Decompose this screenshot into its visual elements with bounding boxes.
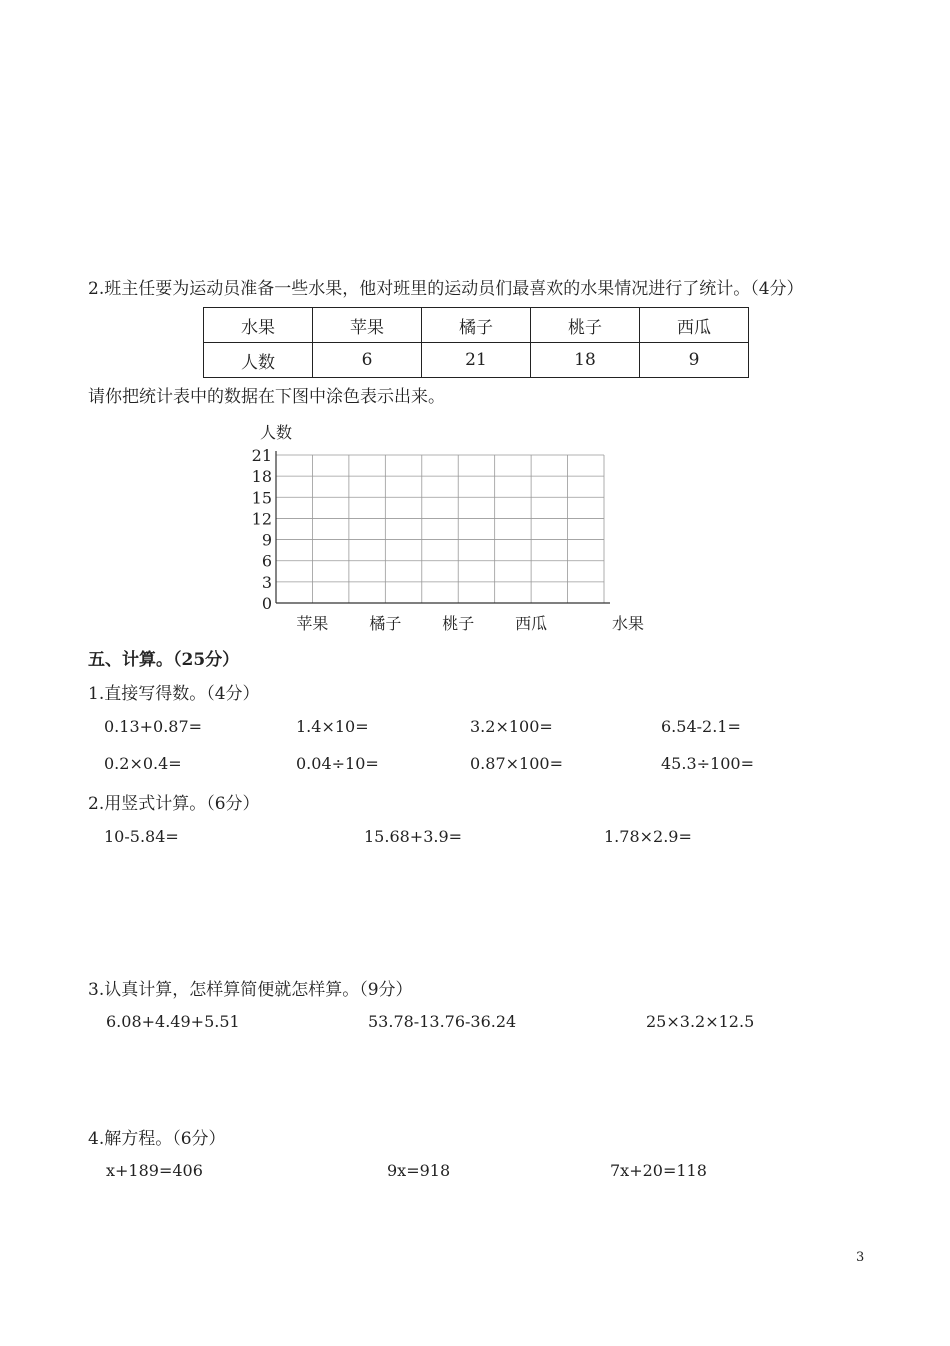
table-cell: 21	[422, 343, 531, 378]
x-category-label: 西瓜	[515, 614, 548, 633]
expression: 1.78×2.9=	[604, 827, 692, 846]
table-cell: 苹果	[313, 308, 422, 343]
section-5-heading: 五、计算。（25分）	[88, 650, 240, 670]
expression: 0.2×0.4=	[104, 754, 182, 773]
table-cell: 人数	[204, 343, 313, 378]
table-cell: 18	[531, 343, 640, 378]
y-tick-label: 12	[251, 509, 272, 529]
table-cell: 桃子	[531, 308, 640, 343]
x-category-label: 桃子	[442, 614, 475, 633]
table-cell: 6	[313, 343, 422, 378]
expression: 3.2×100=	[470, 717, 553, 736]
y-tick-label: 9	[261, 530, 272, 550]
question-2-title: 2.班主任要为运动员准备一些水果，他对班里的运动员们最喜欢的水果情况进行了统计。（4分）	[88, 279, 804, 299]
equation: x+189=406	[106, 1161, 203, 1180]
expression: 10-5.84=	[104, 827, 179, 846]
table-cell: 9	[640, 343, 749, 378]
table-row	[204, 308, 749, 343]
expression: 1.4×10=	[296, 717, 369, 736]
table-row	[204, 343, 749, 378]
expression: 0.04÷10=	[296, 754, 379, 773]
part-1-title: 1.直接写得数。（4分）	[88, 684, 260, 704]
expression: 25×3.2×12.5	[646, 1012, 755, 1031]
x-category-label: 苹果	[296, 614, 329, 633]
x-category-label: 橘子	[369, 614, 402, 633]
y-axis-label: 人数	[260, 423, 293, 442]
part-3-title: 3.认真计算，怎样算简便就怎样算。（9分）	[88, 980, 413, 1000]
y-tick-label: 0	[261, 594, 272, 613]
table-cell: 水果	[204, 308, 313, 343]
table-cell: 橘子	[422, 308, 531, 343]
equation: 9x=918	[387, 1161, 451, 1180]
expression: 6.08+4.49+5.51	[106, 1012, 240, 1031]
expression: 0.13+0.87=	[104, 717, 203, 736]
y-tick-label: 15	[251, 488, 272, 508]
expression: 6.54-2.1=	[661, 717, 741, 736]
statistics-table	[203, 307, 749, 378]
expression: 45.3÷100=	[661, 754, 754, 773]
chart-instruction: 请你把统计表中的数据在下图中涂色表示出来。	[88, 387, 445, 407]
expression: 15.68+3.9=	[364, 827, 463, 846]
part-4-title: 4.解方程。（6分）	[88, 1129, 226, 1149]
y-tick-label: 21	[251, 446, 272, 465]
part-2-title: 2.用竖式计算。（6分）	[88, 794, 260, 814]
y-tick-label: 3	[261, 572, 272, 592]
bar-chart-grid	[240, 415, 670, 640]
expression: 53.78-13.76-36.24	[368, 1012, 517, 1031]
expression: 0.87×100=	[470, 754, 563, 773]
page-number: 3	[856, 1250, 865, 1265]
x-axis-label: 水果	[612, 614, 645, 633]
equation: 7x+20=118	[610, 1161, 707, 1180]
y-tick-label: 6	[261, 551, 272, 571]
y-tick-label: 18	[251, 467, 272, 487]
table-cell: 西瓜	[640, 308, 749, 343]
